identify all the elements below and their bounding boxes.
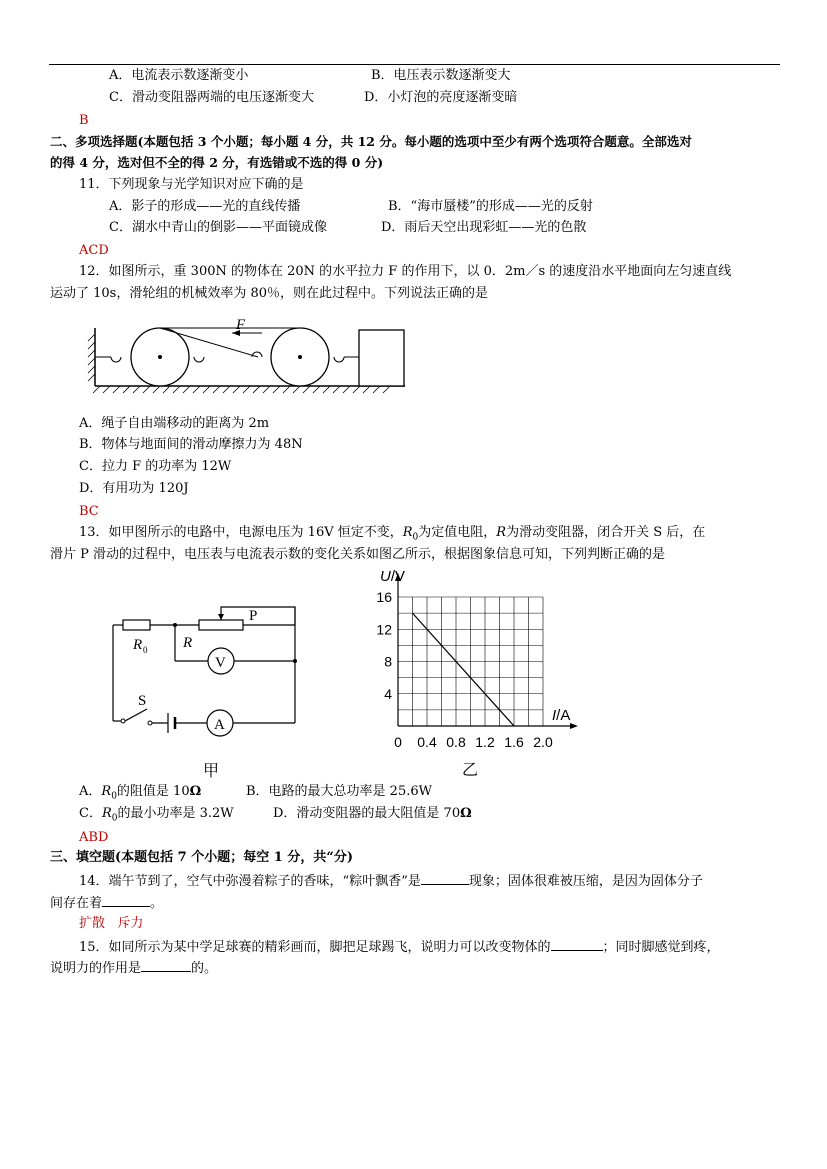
x-tick-label: 0.4 xyxy=(417,734,437,750)
hook-mid-1 xyxy=(194,357,204,362)
q11-stem: 11．下列现象与光学知识对应下确的是 xyxy=(79,177,304,192)
caption-jia: 甲 xyxy=(203,763,220,780)
y-tick-label: 8 xyxy=(384,653,392,670)
q10-option-c: C．滑动变阻器两端的电压逐渐变大 xyxy=(109,90,314,105)
q13-option-a: A．$R_0$的阻值是 10Ω xyxy=(79,784,202,802)
section3-heading: 三、填空题(本题包括 7 个小题；每空 1 分，共“分) xyxy=(50,850,353,865)
q12-stem-line1: 12．如图所示，重 300N 的物体在 20N 的水平拉力 F 的作用下，以 0．2m／s 的速度沿水平地面向左匀速直线 xyxy=(79,264,732,279)
q12-option-d: D．有用功为 120J xyxy=(79,481,189,496)
q13-option-b: B．电路的最大总功率是 25.6W xyxy=(246,784,432,799)
q14-line2: 间存在着 。 xyxy=(50,896,164,911)
q15-line2: 说明力的作用是 的。 xyxy=(50,961,218,976)
series-line xyxy=(413,613,515,726)
q11-option-c: C．湖水中青山的倒影——平面镜成像 xyxy=(109,220,327,235)
q13-option-c: C．$R_0$的最小功率是 3.2W xyxy=(79,806,234,824)
q14-blank-1[interactable] xyxy=(421,872,469,885)
chart-grid xyxy=(395,573,578,729)
y-tick-label: 16 xyxy=(376,589,392,605)
label-v: V xyxy=(215,655,226,671)
q12-answer: BC xyxy=(79,504,99,519)
q12-option-c: C．拉力 F 的功率为 12W xyxy=(79,459,232,474)
q10-option-a: A．电流表示数逐渐变小 xyxy=(109,68,249,83)
caption-yi: 乙 xyxy=(462,762,479,779)
ground-hatch xyxy=(93,386,390,393)
force-label: F xyxy=(236,317,246,333)
q14-blank-2[interactable] xyxy=(102,894,150,907)
q15-blank-2[interactable] xyxy=(141,959,191,972)
pulley-diagram xyxy=(80,310,410,400)
q13-stem-line2: 滑片 P 滑动的过程中，电压表与电流表示数的变化关系如图乙所示，根据图象信息可知，下列判断正确的是 xyxy=(50,547,666,562)
q10-option-b: B．电压表示数逐渐变大 xyxy=(371,68,511,83)
y-tick-label: 12 xyxy=(376,621,392,638)
hook-right xyxy=(334,357,344,362)
x-axis-label: I/A xyxy=(552,707,571,724)
q12-stem-line2: 运动了 10s，滑轮组的机械效率为 80％，则在此过程中。下列说法正确的是 xyxy=(50,286,489,301)
hook-left xyxy=(111,357,121,362)
header-rule xyxy=(49,64,780,65)
q14-answer: 扩散 斥力 xyxy=(79,916,144,931)
label-r: R xyxy=(183,635,193,651)
switch-s xyxy=(125,709,147,721)
q11-option-a: A．影子的形成——光的直线传播 xyxy=(109,199,301,214)
u-i-chart xyxy=(360,565,590,780)
q10-answer: B xyxy=(79,113,89,128)
q11-answer: ACD xyxy=(79,243,109,258)
label-r0-sub: 0 xyxy=(143,645,148,655)
q11-option-d: D．雨后天空出现彩虹——光的色散 xyxy=(381,220,587,235)
x-tick-label: 1.2 xyxy=(475,734,495,750)
q12-option-b: B．物体与地面间的滑动摩擦力为 48N xyxy=(79,437,303,452)
label-a: A xyxy=(214,717,225,733)
circuit-diagram xyxy=(105,595,305,785)
resistor-r0 xyxy=(123,620,150,630)
y-tick-label: 4 xyxy=(384,685,392,702)
q13-option-d: D．滑动变阻器的最大阻值是 70Ω xyxy=(273,806,472,821)
x-tick-label: 0 xyxy=(394,734,402,750)
q10-option-d: D．小灯泡的亮度逐渐变暗 xyxy=(364,90,518,105)
x-tick-label: 0.8 xyxy=(446,734,466,750)
q12-option-a: A．绳子自由端移动的距离为 2m xyxy=(79,416,270,431)
x-tick-label: 1.6 xyxy=(504,734,524,750)
section2-heading-line1: 二、多项选择题(本题包括 3 个小题；每小题 4 分，共 12 分。每小题的选项中至少有两个选项符合题意。全部选对 xyxy=(50,134,692,149)
wall-hatch xyxy=(88,334,95,381)
block xyxy=(359,330,404,386)
x-tick-label: 2.0 xyxy=(533,734,553,750)
section2-heading-line2: 的得 4 分，选对但不全的得 2 分，有选错或不选的得 0 分) xyxy=(50,155,384,170)
label-r0: R xyxy=(133,637,143,653)
q11-option-b: B．“海市蜃楼”的形成——光的反射 xyxy=(388,199,593,214)
x-axis-arrow xyxy=(570,723,578,729)
label-p: P xyxy=(249,608,258,624)
q13-answer: ABD xyxy=(79,830,109,845)
rheostat-r xyxy=(199,620,243,630)
label-s: S xyxy=(138,693,147,709)
q14-line1: 14．端午节到了，空气中弥漫着粽子的香味，“粽叶飘香”是 现象；固体很难被压缩，是因为固体分子 xyxy=(79,874,703,889)
y-axis-label: U/V xyxy=(380,568,406,585)
q15-line1: 15．如同所示为某中学足球赛的精彩画而，脚把足球踢飞，说明力可以改变物体的 ；同时脚感觉到疼， xyxy=(79,940,720,955)
q15-blank-1[interactable] xyxy=(551,938,603,951)
q13-stem-line1: 13．如甲图所示的电路中，电源电压为 16V 恒定不变，$R_0$为定值电阻，R为滑动变阻器，闭合开关 S 后，在 xyxy=(79,525,706,543)
